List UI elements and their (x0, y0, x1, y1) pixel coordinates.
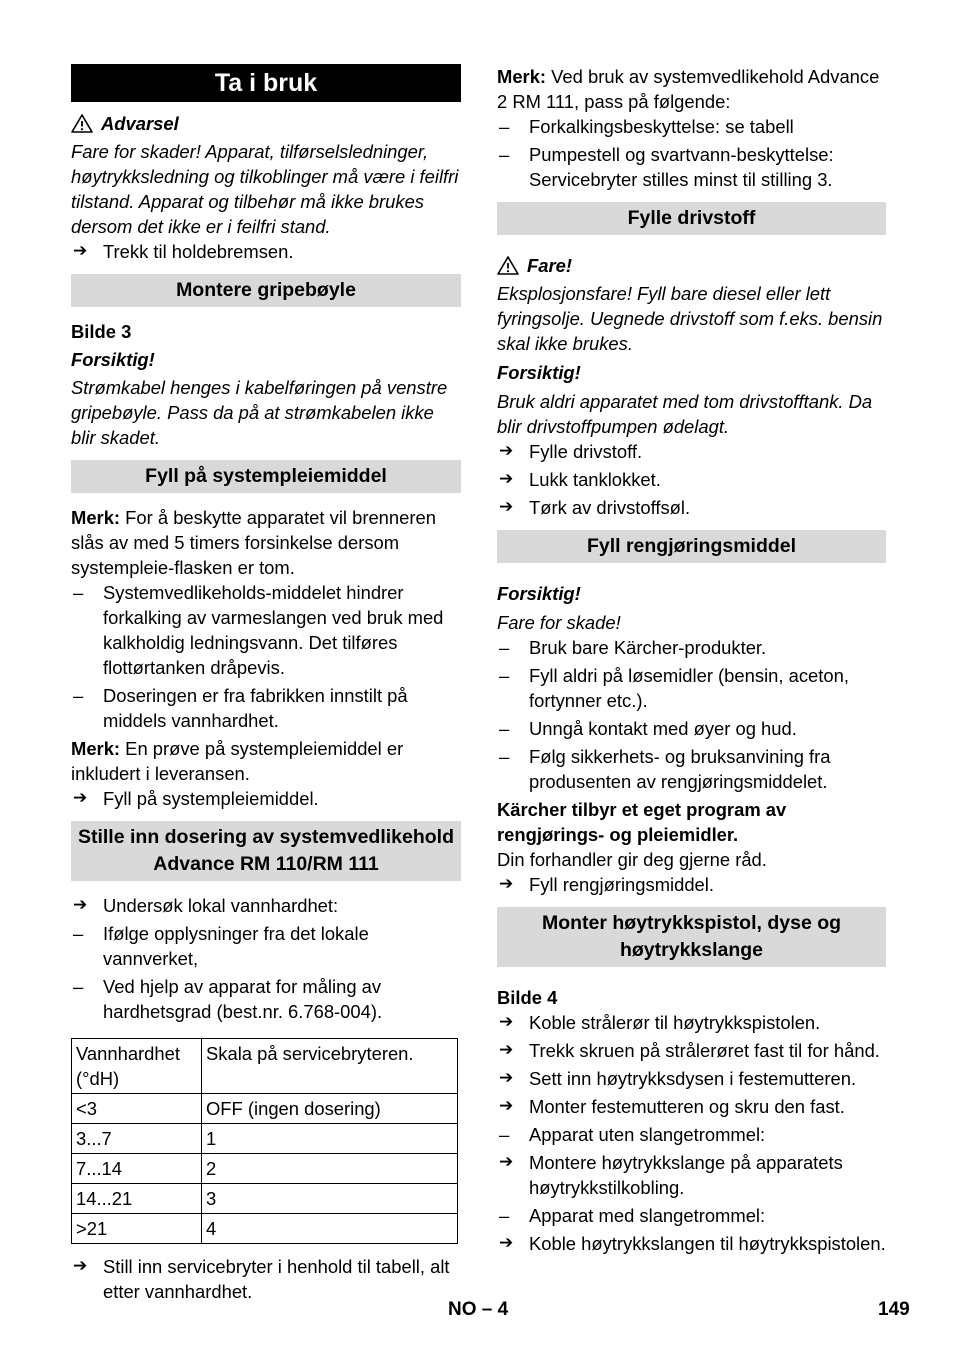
table-row (72, 1214, 458, 1244)
list-item: – Følg sikkerhets- og bruksanvining fra produsenten av rengjøringsmiddelet. (497, 744, 886, 794)
action-step: ➔ Undersøk lokal vannhardhet: (71, 893, 461, 918)
caution-label: Forsiktig! (497, 583, 581, 604)
list-item: – Apparat uten slangetrommel: (497, 1122, 886, 1147)
list-item: – Forkalkingsbeskyttelse: se tabell (497, 114, 886, 139)
list-item: – Bruk bare Kärcher-produkter. (497, 635, 886, 660)
action-step: ➔ Koble strålerør til høytrykkspistolen. (497, 1010, 886, 1035)
figure-reference: Bilde 3 (71, 321, 132, 342)
section-heading-gripebøyle: Montere gripebøyle (71, 274, 461, 307)
action-step: ➔ Fylle drivstoff. (497, 439, 886, 464)
table-row (72, 1154, 458, 1184)
dealer-note: Din forhandler gir deg gjerne råd. (497, 849, 767, 870)
table-row (72, 1124, 458, 1154)
list-item: – Fyll aldri på løsemidler (bensin, aceton, fortynner etc.). (497, 663, 886, 713)
chapter-title: Ta i bruk (71, 64, 461, 102)
table-header-cell: Skala på servicebryteren. (202, 1039, 458, 1094)
note-paragraph (497, 64, 886, 114)
danger-text: Eksplosjonsfare! Fyll bare diesel eller lett fyringsolje. Uegnede drivstoff som f.eks. bensin skal ikke brukes. (497, 283, 883, 354)
caution-text: Strømkabel henges i kabelføringen på venstre gripebøyle. Pass da på at strømkabelen ikke blir skadet. (71, 377, 448, 448)
note-text: For å beskytte apparatet vil brenneren slås av med 5 timers forsinkelse dersom systempleie-flasken er tom. (71, 507, 436, 578)
list-item: – Apparat med slangetrommel: (497, 1203, 886, 1228)
list-item: – Unngå kontakt med øyer og hud. (497, 716, 886, 741)
water-hardness-table (71, 1038, 458, 1244)
action-step: ➔ Sett inn høytrykksdysen i festemutteren. (497, 1066, 886, 1091)
list-item: – Pumpestell og svartvann-beskyttelse: Servicebryter stilles minst til stilling 3. (497, 142, 886, 192)
table-header-row (72, 1039, 458, 1094)
table-row (72, 1184, 458, 1214)
list-item: – Ifølge opplysninger fra det lokale vannverket, (71, 921, 461, 971)
action-step: ➔ Still inn servicebryter i henhold til tabell, alt etter vannhardhet. (71, 1254, 461, 1304)
table-cell: <3 (72, 1094, 202, 1124)
caution-text: Fare for skade! (497, 612, 621, 633)
note-label: Merk: (497, 66, 547, 87)
section-heading-dosering: Stille inn dosering av systemvedlikehold Advance RM 110/RM 111 (71, 821, 461, 881)
caution-text: Bruk aldri apparatet med tom drivstofftank. Da blir drivstoffpumpen ødelagt. (497, 391, 873, 437)
table-row (72, 1094, 458, 1124)
program-note: Kärcher tilbyr et eget program av rengjørings- og pleiemidler. (497, 799, 787, 845)
action-step: ➔ Fyll rengjøringsmiddel. (497, 872, 886, 897)
table-cell: >21 (72, 1214, 202, 1244)
table-cell: 3 (202, 1184, 458, 1214)
table-cell: 7...14 (72, 1154, 202, 1184)
section-heading-høytrykkspistol: Monter høytrykkspistol, dyse og høytrykkslange (497, 907, 886, 967)
section-heading-rengjøringsmiddel: Fyll rengjøringsmiddel (497, 530, 886, 563)
warning-action: ➔ Trekk til holdebremsen. (71, 239, 461, 264)
list-item: – Ved hjelp av apparat for måling av hardhetsgrad (best.nr. 6.768-004). (71, 974, 461, 1024)
table-cell: 2 (202, 1154, 458, 1184)
warning-triangle-icon (71, 114, 93, 133)
action-step: ➔ Montere høytrykkslange på apparatets høytrykkstilkobling. (497, 1150, 886, 1200)
danger-label: Fare! (527, 255, 572, 276)
table-cell: 14...21 (72, 1184, 202, 1214)
table-cell: 3...7 (72, 1124, 202, 1154)
caution-label: Forsiktig! (71, 349, 155, 370)
table-cell: OFF (ingen dosering) (202, 1094, 458, 1124)
warning-label: Advarsel (101, 113, 179, 134)
note-paragraph (71, 736, 461, 786)
note-text: En prøve på systempleiemiddel er inkludert i leveransen. (71, 738, 404, 784)
footer-section: – 4 (481, 1299, 509, 1320)
list-item: – Systemvedlikeholds-middelet hindrer forkalking av varmeslangen ved bruk med kalkholdig ledningsvann. Det tilføres flottørtanken dråpevis. (71, 580, 461, 680)
action-step: ➔ Trekk skruen på strålerøret fast til for hånd. (497, 1038, 886, 1063)
caution-label: Forsiktig! (497, 362, 581, 383)
page-number: 149 (878, 1299, 910, 1320)
table-cell: 1 (202, 1124, 458, 1154)
section-heading-systempleiemiddel: Fyll på systempleiemiddel (71, 460, 461, 493)
action-step: ➔ Koble høytrykkslangen til høytrykkspistolen. (497, 1231, 886, 1256)
warning-triangle-icon (497, 256, 519, 275)
action-step: ➔ Fyll på systempleiemiddel. (71, 786, 461, 811)
action-step: ➔ Monter festemutteren og skru den fast. (497, 1094, 886, 1119)
list-item: – Doseringen er fra fabrikken innstilt på middels vannhardhet. (71, 683, 461, 733)
footer-section-code (448, 1297, 508, 1322)
note-text: Ved bruk av systemvedlikehold Advance 2 RM 111, pass på følgende: (497, 66, 880, 112)
note-paragraph (71, 505, 461, 580)
warning-heading (71, 111, 461, 136)
right-column (497, 64, 886, 1256)
figure-reference: Bilde 4 (497, 987, 558, 1008)
note-label: Merk: (71, 507, 121, 528)
warning-text: Fare for skader! Apparat, tilførselsledninger, høytrykksledning og tilkoblinger må være i feilfri tilstand. Apparat og tilbehør må ikke brukes dersom det ikke er i feilfri stand. (71, 141, 459, 237)
action-step: ➔ Lukk tanklokket. (497, 467, 886, 492)
left-column (71, 64, 461, 1304)
danger-heading (497, 253, 886, 278)
section-heading-drivstoff: Fylle drivstoff (497, 202, 886, 235)
note-label: Merk: (71, 738, 121, 759)
table-header-cell: Vannhardhet (°dH) (72, 1039, 202, 1094)
action-step: ➔ Tørk av drivstoffsøl. (497, 495, 886, 520)
table-cell: 4 (202, 1214, 458, 1244)
footer-lang: NO (448, 1299, 477, 1320)
